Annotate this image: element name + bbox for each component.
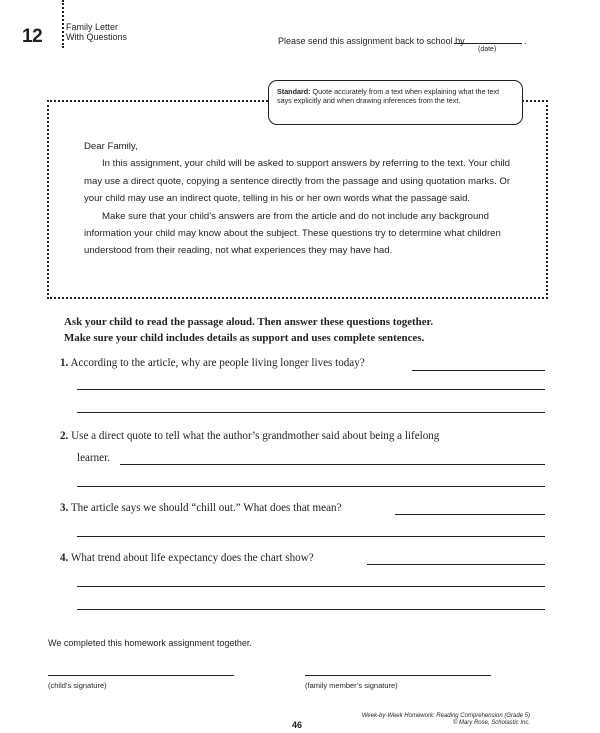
page-title <box>66 22 127 42</box>
question-4 <box>60 552 314 564</box>
answer-line[interactable] <box>77 586 545 587</box>
answer-line[interactable] <box>120 464 545 465</box>
family-letter <box>84 138 520 260</box>
child-signature-label: (child’s signature) <box>48 681 107 690</box>
family-signature-label: (family member’s signature) <box>305 681 398 690</box>
send-back-text: Please send this assignment back to school by <box>278 36 465 46</box>
child-signature-field[interactable] <box>48 675 234 676</box>
standard-box <box>268 80 523 125</box>
question-number: 2. <box>60 430 69 442</box>
letter-paragraph-2: Make sure that your child’s answers are from the article and do not include any background information your child may know about the subject. These questions try to determine what children understood from their reading, not what experiences they may have had. <box>84 210 501 257</box>
instructions-line-1: Ask your child to read the passage aloud. Then answer these questions together. <box>64 316 434 328</box>
family-signature-field[interactable] <box>305 675 491 676</box>
question-number: 1. <box>60 357 69 369</box>
answer-line[interactable] <box>412 370 545 371</box>
question-3 <box>60 502 341 514</box>
credit-line-2: © Mary Rose, Scholastic Inc. <box>452 720 530 726</box>
question-number: 4. <box>60 552 69 564</box>
answer-line[interactable] <box>77 389 545 390</box>
answer-line[interactable] <box>395 514 545 515</box>
page-title-line1: Family Letter <box>66 22 119 32</box>
credits <box>330 713 530 727</box>
instructions-line-2: Make sure your child includes details as support and uses complete sentences. <box>64 332 425 344</box>
question-text: Use a direct quote to tell what the author’s grandmother said about being a lifelong <box>71 430 440 442</box>
answer-line[interactable] <box>77 486 545 487</box>
answer-line[interactable] <box>367 564 545 565</box>
page-number: 46 <box>292 720 303 730</box>
answer-line[interactable] <box>77 609 545 610</box>
date-field[interactable] <box>454 43 522 44</box>
completed-statement: We completed this homework assignment together. <box>48 638 252 648</box>
question-number: 3. <box>60 502 69 514</box>
question-text: The article says we should “chill out.” What does that mean? <box>70 502 342 514</box>
letter-paragraph-1: In this assignment, your child will be asked to support answers by referring to the text. Your child may use a direct quote, copying a sentence directly from the passage and using quotation marks. Or your child may use an indirect quote, telling in his or her own words what the passage said. <box>84 158 511 205</box>
date-label: (date) <box>478 46 497 53</box>
standard-label: Standard: <box>277 87 311 96</box>
answer-line[interactable] <box>77 412 545 413</box>
question-2-continuation: learner. <box>77 452 110 464</box>
date-period: . <box>524 36 527 46</box>
question-text: What trend about life expectancy does the chart show? <box>70 552 314 564</box>
credit-line-1: Week-by-Week Homework: Reading Comprehension (Grade 5) <box>361 713 530 719</box>
question-text: According to the article, why are people living longer lives today? <box>70 357 365 369</box>
lesson-number: 12 <box>22 26 43 47</box>
header-divider <box>62 0 64 48</box>
letter-salutation: Dear Family, <box>84 141 138 152</box>
answer-line[interactable] <box>77 536 545 537</box>
page-title-line2: With Questions <box>66 32 128 42</box>
standard-text: Quote accurately from a text when explaining what the text says explicitly and when drawing inferences from the text. <box>277 87 500 105</box>
question-2 <box>60 430 439 442</box>
instructions <box>64 314 544 346</box>
question-1 <box>60 357 365 369</box>
